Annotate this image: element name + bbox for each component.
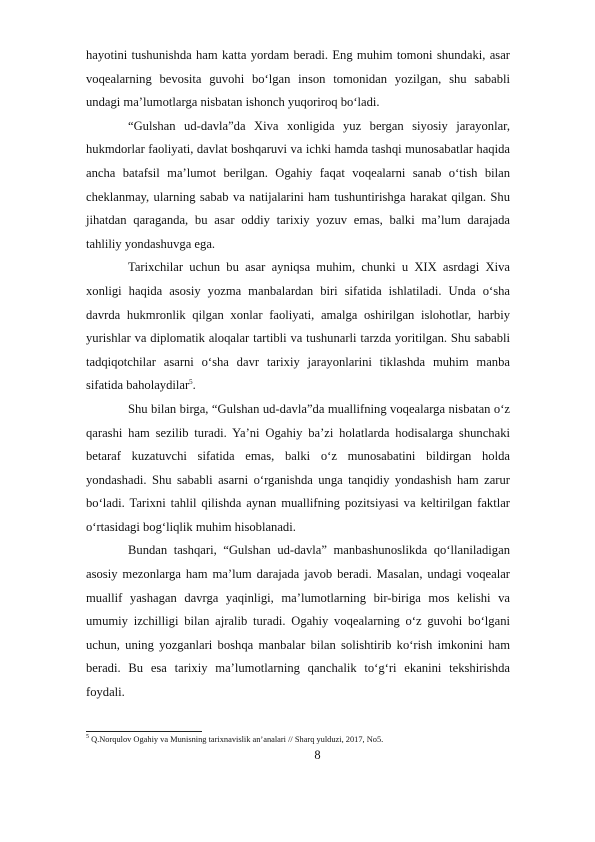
paragraph-2-text: “Gulshan ud-davla”da Xiva xonligida yuz bergan siyosiy jarayonlar, hukmdorlar faoliyati, davlat boshqaruvi va ichki hamda tashqi munosabatlar haqida ancha batafsil ma’lumot berilgan. Ogahiy faqat voqealarni sanab o‘tish bilan cheklanmay, ularning sabab va natijalarini ham tushuntirishga harakat qilgan. Shu jihatdan qaraganda, bu asar oddiy tarixiy yozuv emas, balki ma’lum darajada tahliliy yondashuvga ega. bbox=[86, 118, 510, 251]
body-text bbox=[86, 44, 510, 705]
footnote-text: Q.Norqulov Ogahiy va Munisning tarixnavislik an’analari // Sharq yulduzi, 2017, No5. bbox=[89, 735, 384, 744]
paragraph-4-text: Shu bilan birga, “Gulshan ud-davla”da muallifning voqealarga nisbatan o‘z qarashi ham sezilib turadi. Ya’ni Ogahiy ba’zi holatlarda hodisalarga shunchaki betaraf kuzatuvchi sifatida emas, balki o‘z munosabatini bildirgan holda yondashadi. Shu sababli asarni o‘rganishda unga tanqidiy yondashish ham zarur bo‘ladi. Tarixni tahlil qilishda aynan muallifning pozitsiyasi va keltirilgan faktlar o‘rtasidagi bog‘liqlik muhim hisoblanadi. bbox=[86, 401, 510, 534]
footnote-mark: 5 bbox=[86, 734, 89, 741]
paragraph-4 bbox=[86, 398, 510, 540]
footnote bbox=[86, 734, 516, 746]
paragraph-5 bbox=[86, 539, 510, 704]
paragraph-5-text: Bundan tashqari, “Gulshan ud-davla” manbashunoslikda qo‘llaniladigan asosiy mezonlarga ham ma’lum darajada javob beradi. Masalan, undagi voqealar muallif yashagan davrga yaqinligi, ma’lumotlarning bir-biriga mos kelishi va umumiy izchilligi bilan ajralib turadi. Ogahiy voqealarning o‘z guvohi bo‘lgani uchun, uning yozganlari boshqa manbalar bilan solishtirib ko‘rish imkonini ham beradi. Bu esa tarixiy ma’lumotlarning qanchalik to‘g‘ri ekanini tekshirishda foydali. bbox=[86, 543, 510, 700]
footnote-separator bbox=[86, 731, 202, 732]
paragraph-1-text: hayotini tushunishda ham katta yordam beradi. Eng muhim tomoni shundaki, asar voqealarning bevosita guvohi bo‘lgan inson tomonidan yozilgan, shu sababli undagi ma’lumotlarga nisbatan ishonch yuqoriroq bo‘ladi. bbox=[86, 48, 510, 110]
paragraph-2 bbox=[86, 115, 510, 257]
footnote-reference: 5 bbox=[189, 378, 193, 387]
paragraph-3-text: Tarixchilar uchun bu asar ayniqsa muhim, chunki u XIX asrdagi Xiva xonligi haqida asosiy yozma manbalardan biri sifatida ishlatiladi. Unda o‘sha davrda hukmronlik qilgan xonlar faoliyati, amalga oshirilgan islohotlar, harbiy yurishlar va diplomatik aloqalar tartibli va tushunarli tarzda yoritilgan. Shu sababli tadqiqotchilar asarni o‘sha davr tarixiy jarayonlarini tiklashda muhim manba sifatida baholaydilar bbox=[86, 260, 510, 393]
paragraph-3-end: . bbox=[192, 378, 196, 393]
page-number: 8 bbox=[314, 748, 321, 762]
paragraph-1 bbox=[86, 44, 510, 115]
paragraph-3 bbox=[86, 256, 510, 398]
